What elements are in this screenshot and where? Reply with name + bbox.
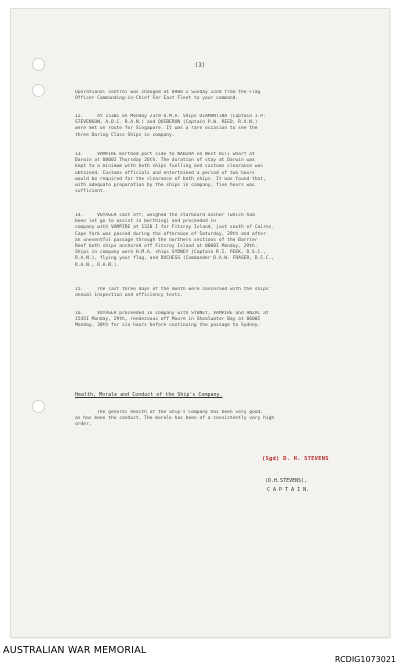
signature-name: (D.H.STEVENS), [265, 478, 308, 484]
signature-stamp: (Sgd) D. H. STEVENS [262, 456, 329, 462]
health-paragraph: The general health of the Ship's Company has been very good, as has been the conduct. The morale has been of a consistently very high order. [75, 410, 275, 428]
paragraph-12: 12. At 1530I on Monday 23rd H.M.A. Ships DIAMANTINA (Captain J.P. STEVENSON, A.D.C. R.A.N.) and QUIBERON (Captain P.W. REED, R.A.N.) were met on route for Singapore. It was a rare occasion to see the three Daring Class Ships in company. [75, 114, 266, 138]
archive-name: AUSTRALIAN WAR MEMORIAL [3, 645, 147, 656]
punch-hole [32, 84, 45, 97]
section-heading: Health, Morale and Conduct of the Ship's Company. [75, 392, 223, 398]
page-number: (3) [194, 62, 206, 69]
paragraph-13: 13. VAMPIRE berthed port side to NABIRA on West Hill wharf at Darwin at 0800I Thursday 26th. The duration of stay at Darwin was kept to a minimum with both ships fuelling and customs clearance was obtained. Customs officials and entertained a period of two hours would be required for the clearance of both ships. It was found that, with adequate preparation by the ships in company, five hours was sufficient. [75, 152, 266, 195]
paragraph-16: 16. VOYAGER proceeded in company with SYDNEY, VAMPIRE and ANZAC at 1545I Monday, 29th, rendezvous off Moore in Shoalwater Bay at 0600I Monday, 30th for six hours before continuing the passage to Sydney. [75, 311, 269, 329]
paragraph-14: 14. VOYAGER cast off, weighed the starboard anchor (which had been let go to assist in berthing) and proceeded in company with VAMPIRE at 1320 I for Fitzroy Island, just south of Cairns. Cape York was passed during the afternoon of Saturday, 29th and after an uneventful passage through the northern sections of the Barrier Reef both ships anchored off Fitzroy Island at 0800I Monday, 29th. Ships in company were H.M.A. ships SYDNEY (Captain R.I. PEEK, D.S.C., R.A.N.), flying your flag, and DUCHESS (Commander D.A.W. FRASER, D.S.C., R.A.N., R.A.N.). [75, 213, 275, 268]
paragraph-operational-control: Operational control was changed at 0900 I Sunday 22nd from the Flag Officer Commanding-in-Chief Far East Fleet to your command. [75, 90, 261, 102]
reference-id: RCDIG1073021 [334, 655, 396, 664]
punch-hole [32, 400, 45, 413]
signature-rank: C A P T A I N. [267, 487, 310, 493]
paragraph-15: 15. The last three days of the month were concerned with the ships' annual inspection and efficiency tests. [75, 287, 272, 299]
